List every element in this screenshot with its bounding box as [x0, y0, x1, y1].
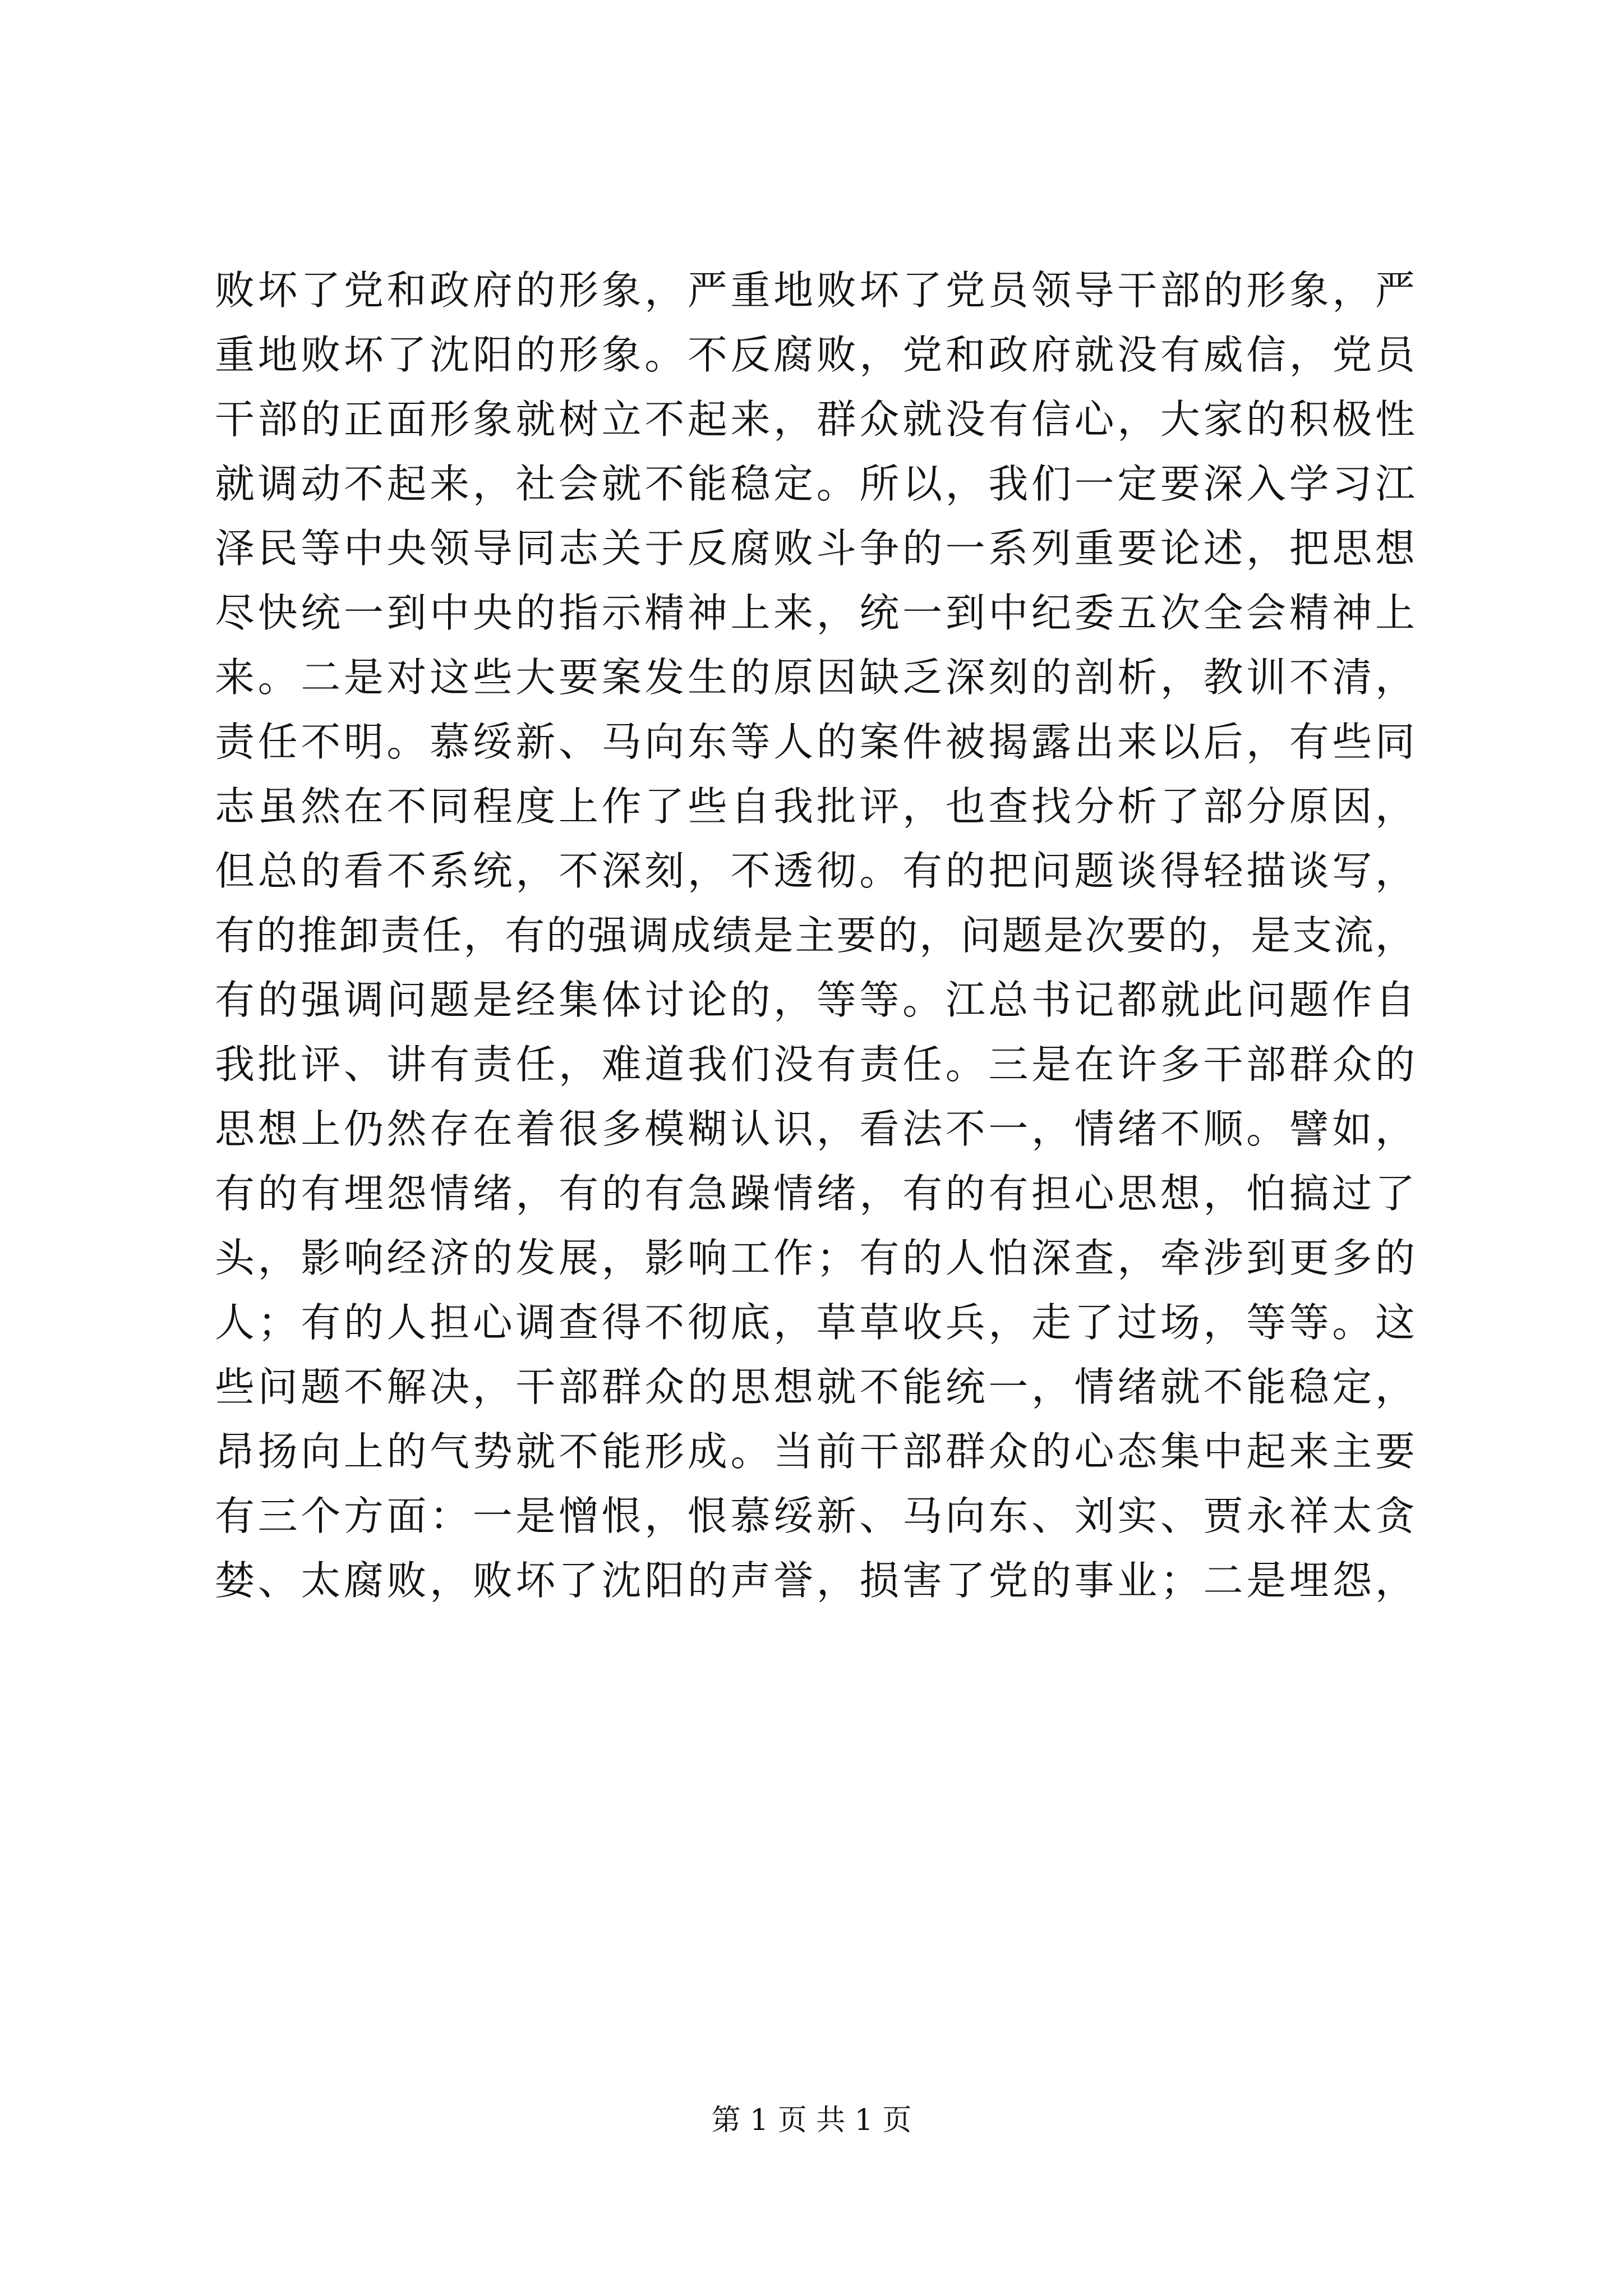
text-line: 思想上仍然存在着很多模糊认识，看法不一，情绪不顺。譬如，: [215, 1106, 1415, 1152]
text-line: 志虽然在不同程度上作了些自我批评，也查找分析了部分原因，: [215, 783, 1415, 830]
page-footer: [0, 2098, 1623, 2143]
text-line: 但总的看不系统，不深刻，不透彻。有的把问题谈得轻描谈写，: [215, 848, 1415, 894]
text-line: 人；有的人担心调查得不彻底，草草收兵，走了过场，等等。这: [215, 1299, 1415, 1346]
text-line: 我批评、讲有责任，难道我们没有责任。三是在许多干部群众的: [215, 1041, 1415, 1088]
text-line: 婪、太腐败，败坏了沈阳的声誉，损害了党的事业；二是埋怨，: [215, 1557, 1415, 1604]
page-number-label: 第 1 页 共 1 页: [711, 2104, 912, 2137]
body-text: [215, 258, 1415, 1613]
text-line: 有的有埋怨情绪，有的有急躁情绪，有的有担心思想，怕搞过了: [215, 1170, 1415, 1217]
text-line: 泽民等中央领导同志关于反腐败斗争的一系列重要论述，把思想: [215, 525, 1415, 572]
text-line: 昂扬向上的气势就不能形成。当前干部群众的心态集中起来主要: [215, 1428, 1415, 1475]
text-line: 有的强调问题是经集体讨论的，等等。江总书记都就此问题作自: [215, 977, 1415, 1023]
text-line: 来。二是对这些大要案发生的原因缺乏深刻的剖析，教训不清，: [215, 654, 1415, 701]
text-line: 责任不明。慕绥新、马向东等人的案件被揭露出来以后，有些同: [215, 719, 1415, 765]
text-line: 败坏了党和政府的形象，严重地败坏了党员领导干部的形象，严: [215, 267, 1415, 314]
text-line: 重地败坏了沈阳的形象。不反腐败，党和政府就没有威信，党员: [215, 332, 1415, 378]
text-line: 干部的正面形象就树立不起来，群众就没有信心，大家的积极性: [215, 396, 1415, 443]
text-line: 头，影响经济的发展，影响工作；有的人怕深查，牵涉到更多的: [215, 1235, 1415, 1281]
text-line: 就调动不起来，社会就不能稳定。所以，我们一定要深入学习江: [215, 461, 1415, 507]
text-line: 有的推卸责任，有的强调成绩是主要的，问题是次要的，是支流，: [215, 912, 1415, 959]
text-line: 有三个方面：一是憎恨，恨慕绥新、马向东、刘实、贾永祥太贪: [215, 1493, 1415, 1539]
text-line: 尽快统一到中央的指示精神上来，统一到中纪委五次全会精神上: [215, 590, 1415, 636]
text-line: 些问题不解决，干部群众的思想就不能统一，情绪就不能稳定，: [215, 1364, 1415, 1410]
